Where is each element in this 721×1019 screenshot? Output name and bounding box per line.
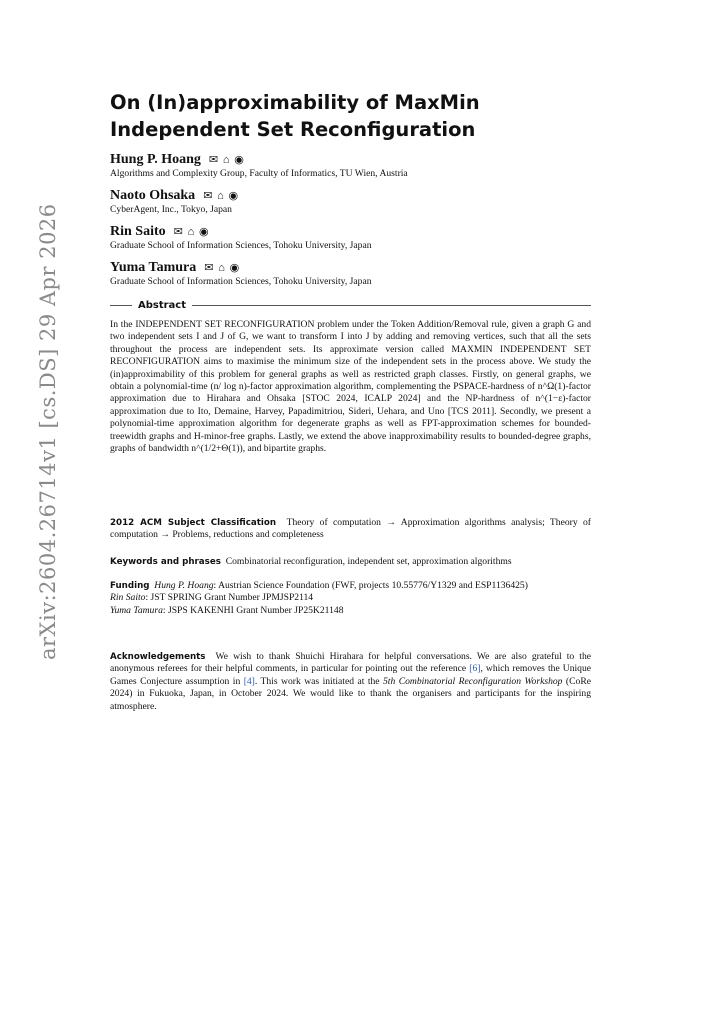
author-name: Hung P. Hoang — [110, 152, 201, 167]
contact-icons[interactable]: ✉ ⌂ ◉ — [203, 190, 240, 202]
contact-icons[interactable]: ✉ ⌂ ◉ — [173, 226, 210, 238]
contact-icons[interactable]: ✉ ⌂ ◉ — [204, 262, 241, 274]
author-affiliation: CyberAgent, Inc., Tokyo, Japan — [110, 204, 232, 215]
abstract-label: Abstract — [138, 300, 187, 311]
ack-label: Acknowledgements — [110, 652, 206, 662]
paper-title: On (In)approximability of MaxMin Independent Set Reconfiguration — [110, 91, 480, 141]
keywords-label: Keywords and phrases — [110, 557, 221, 567]
ack-event: 5th Combinatorial Reconfiguration Workshop — [383, 675, 563, 687]
heading-rule — [110, 305, 132, 306]
abstract-heading — [110, 300, 591, 311]
ack-text: (CoRe 2024) in Fukuoka, Japan, in October 2024. We would like to thank the organisers and participants for the inspiring atmosphere. — [110, 675, 591, 712]
author-affiliation: Graduate School of Information Sciences, Tohoku University, Japan — [110, 276, 372, 287]
acm-text: Theory of computation → Approximation algorithms analysis; Theory of computation → Problems, reductions and completeness — [110, 517, 591, 541]
author-entry — [110, 258, 600, 288]
keywords-text: Combinatorial reconfiguration, independent set, approximation algorithms — [225, 556, 512, 567]
funding-person: Rin Saito — [110, 592, 146, 604]
author-affiliation: Graduate School of Information Sciences, Tohoku University, Japan — [110, 240, 372, 251]
author-entry — [110, 150, 600, 180]
author-entry — [110, 222, 600, 252]
author-name: Naoto Ohsaka — [110, 188, 196, 203]
author-entry — [110, 186, 600, 216]
funding-text: : Austrian Science Foundation (FWF, projects 10.55776/Y1329 and ESP1136425) — [213, 580, 528, 591]
arxiv-identifier: arXiv:2604.26714v1 [cs.DS] 29 Apr 2026 — [36, 203, 60, 660]
funding-text: : JST SPRING Grant Number JPMJSP2114 — [145, 592, 314, 604]
abstract-text: In the INDEPENDENT SET RECONFIGURATION problem under the Token Addition/Removal rule, given a graph G and two independent sets I and J of G, we want to transform I into J by adding and removing vertices, such that all the sets throughout the process are independent sets. Its approximate version called MAXMIN INDEPENDENT SET RECONFIGURATION aims to maximise the minimum size of the independent sets in the process above. We study the (in)approximability of this problem for general graphs as well as restricted graph classes. Firstly, on general graphs, we obtain a polynomial-time (n/ log n)-factor approximation algorithm, complementing the PSPACE-hardness of n^Ω(1)-factor approximation due to Hirahara and Ohsaka [STOC 2024, ICALP 2024] and the NP-hardness of n^(1−ε)-factor approximation due to Ito, Demaine, Harvey, Papadimitriou, Sideri, Uehara, and Uno [TCS 2011]. Secondly, we present a polynomial-time approximation algorithm for degenerate graphs as well as FPT-approximation schemes for bounded-treewidth graphs and H-minor-free graphs. Lastly, we extend the above inapproximability results to bounded-degree graphs, graphs of bandwidth n^(1/2+Θ(1)), and bipartite graphs. — [110, 319, 591, 455]
acm-label: 2012 ACM Subject Classification — [110, 518, 277, 528]
ack-text: We wish to thank Shuichi Hirahara for helpful conversations. We are also grateful to the anonymous referees for their helpful comments, in particular for pointing out the reference — [110, 651, 591, 675]
acm-classification — [110, 517, 591, 542]
acknowledgements-section — [110, 651, 591, 713]
funding-section — [110, 580, 591, 617]
heading-rule — [192, 305, 591, 306]
funding-person: Hung P. Hoang — [154, 580, 214, 591]
citation-link[interactable]: [4] — [243, 675, 255, 687]
author-name: Rin Saito — [110, 224, 166, 239]
author-affiliation: Algorithms and Complexity Group, Faculty of Informatics, TU Wien, Austria — [110, 168, 408, 179]
contact-icons[interactable]: ✉ ⌂ ◉ — [208, 154, 245, 166]
funding-label: Funding — [110, 581, 150, 591]
keywords-section — [110, 556, 591, 568]
author-name: Yuma Tamura — [110, 260, 197, 275]
funding-person: Yuma Tamura — [110, 604, 163, 616]
ack-text: , which removes the Unique Games Conjecture assumption in — [110, 663, 592, 687]
funding-text: : JSPS KAKENHI Grant Number JP25K21148 — [162, 604, 344, 616]
author-list — [110, 150, 600, 294]
ack-text: . This work was initiated at the — [254, 675, 383, 687]
citation-link[interactable]: [6] — [469, 663, 481, 675]
